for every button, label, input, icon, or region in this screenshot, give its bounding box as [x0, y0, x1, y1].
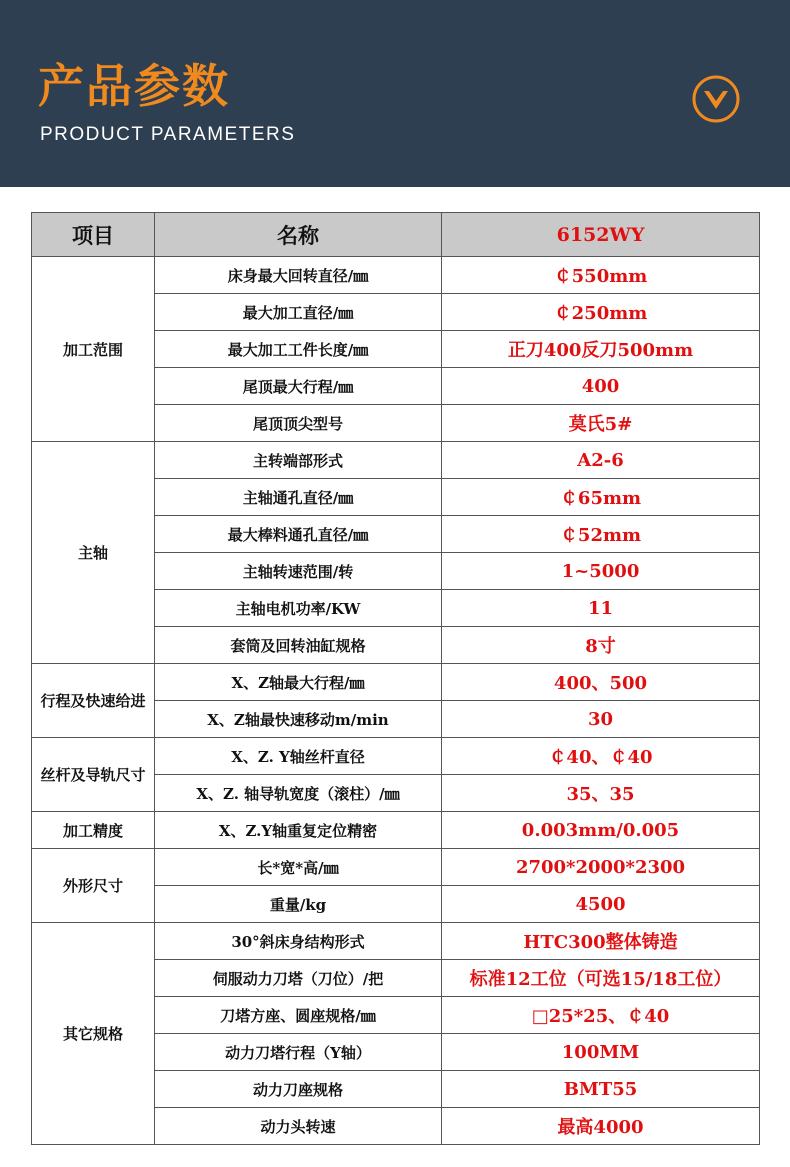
param-value-cell: 4500: [442, 886, 760, 923]
param-name-cell: 尾顶最大行程/㎜: [155, 368, 442, 405]
param-value-cell: HTC300整体铸造: [442, 923, 760, 960]
table-row: [32, 812, 760, 849]
header-name: 名称: [155, 213, 442, 257]
table-row: [32, 849, 760, 886]
param-name-cell: 套筒及回转油缸规格: [155, 627, 442, 664]
param-name-cell: 动力刀座规格: [155, 1071, 442, 1108]
param-value-cell: 莫氏5#: [442, 405, 760, 442]
page-title: 产品参数: [38, 59, 230, 113]
page-subtitle: PRODUCT PARAMETERS: [40, 124, 296, 145]
param-name-cell: 伺服动力刀塔（刀位）/把: [155, 960, 442, 997]
category-cell: 行程及快速给进: [32, 664, 155, 738]
param-name-cell: X、Z. 轴导轨宽度（滚柱）/㎜: [155, 775, 442, 812]
param-name-cell: 最大棒料通孔直径/㎜: [155, 516, 442, 553]
param-name-cell: 主轴转速范围/转: [155, 553, 442, 590]
param-value-cell: 1~5000: [442, 553, 760, 590]
param-value-cell: □25*25、￠40: [442, 997, 760, 1034]
param-value-cell: 400、500: [442, 664, 760, 701]
param-name-cell: 主轴通孔直径/㎜: [155, 479, 442, 516]
param-name-cell: X、Z轴最快速移动m/min: [155, 701, 442, 738]
param-value-cell: 35、35: [442, 775, 760, 812]
table-row: [32, 738, 760, 775]
param-value-cell: ￠65mm: [442, 479, 760, 516]
category-cell: 丝杆及导轨尺寸: [32, 738, 155, 812]
category-cell: 主轴: [32, 442, 155, 664]
param-value-cell: ￠550mm: [442, 257, 760, 294]
param-value-cell: ￠250mm: [442, 294, 760, 331]
param-name-cell: 长*宽*高/㎜: [155, 849, 442, 886]
param-name-cell: 尾顶顶尖型号: [155, 405, 442, 442]
param-name-cell: 床身最大回转直径/㎜: [155, 257, 442, 294]
header-item: 项目: [32, 213, 155, 257]
param-value-cell: 400: [442, 368, 760, 405]
category-cell: 其它规格: [32, 923, 155, 1145]
header-model: 6152WY: [442, 213, 760, 257]
param-name-cell: 刀塔方座、圆座规格/㎜: [155, 997, 442, 1034]
param-name-cell: 动力刀塔行程（Y轴）: [155, 1034, 442, 1071]
param-value-cell: 8寸: [442, 627, 760, 664]
category-cell: 加工精度: [32, 812, 155, 849]
header-banner: [0, 0, 790, 187]
param-value-cell: 0.003mm/0.005: [442, 812, 760, 849]
param-value-cell: ￠52mm: [442, 516, 760, 553]
table-row: [32, 923, 760, 960]
param-value-cell: 30: [442, 701, 760, 738]
param-name-cell: X、Z.Y轴重复定位精密: [155, 812, 442, 849]
param-value-cell: BMT55: [442, 1071, 760, 1108]
param-value-cell: 2700*2000*2300: [442, 849, 760, 886]
parameters-table: [31, 212, 760, 1145]
param-name-cell: 30°斜床身结构形式: [155, 923, 442, 960]
param-name-cell: 最大加工直径/㎜: [155, 294, 442, 331]
param-name-cell: 主转端部形式: [155, 442, 442, 479]
table-row: [32, 442, 760, 479]
param-value-cell: 11: [442, 590, 760, 627]
param-value-cell: 标准12工位（可选15/18工位）: [442, 960, 760, 997]
param-value-cell: 正刀400反刀500mm: [442, 331, 760, 368]
param-name-cell: 主轴电机功率/KW: [155, 590, 442, 627]
param-name-cell: X、Z轴最大行程/㎜: [155, 664, 442, 701]
param-name-cell: X、Z. Y轴丝杆直径: [155, 738, 442, 775]
param-value-cell: A2-6: [442, 442, 760, 479]
table-row: [32, 664, 760, 701]
param-name-cell: 重量/kg: [155, 886, 442, 923]
parameters-body: [32, 257, 760, 1145]
category-cell: 外形尺寸: [32, 849, 155, 923]
param-value-cell: ￠40、￠40: [442, 738, 760, 775]
chevron-down-circle-icon[interactable]: [691, 74, 741, 124]
table-row: [32, 257, 760, 294]
param-name-cell: 动力头转速: [155, 1108, 442, 1145]
param-value-cell: 最高4000: [442, 1108, 760, 1145]
param-name-cell: 最大加工工件长度/㎜: [155, 331, 442, 368]
table-header-row: [32, 213, 760, 257]
category-cell: 加工范围: [32, 257, 155, 442]
param-value-cell: 100MM: [442, 1034, 760, 1071]
